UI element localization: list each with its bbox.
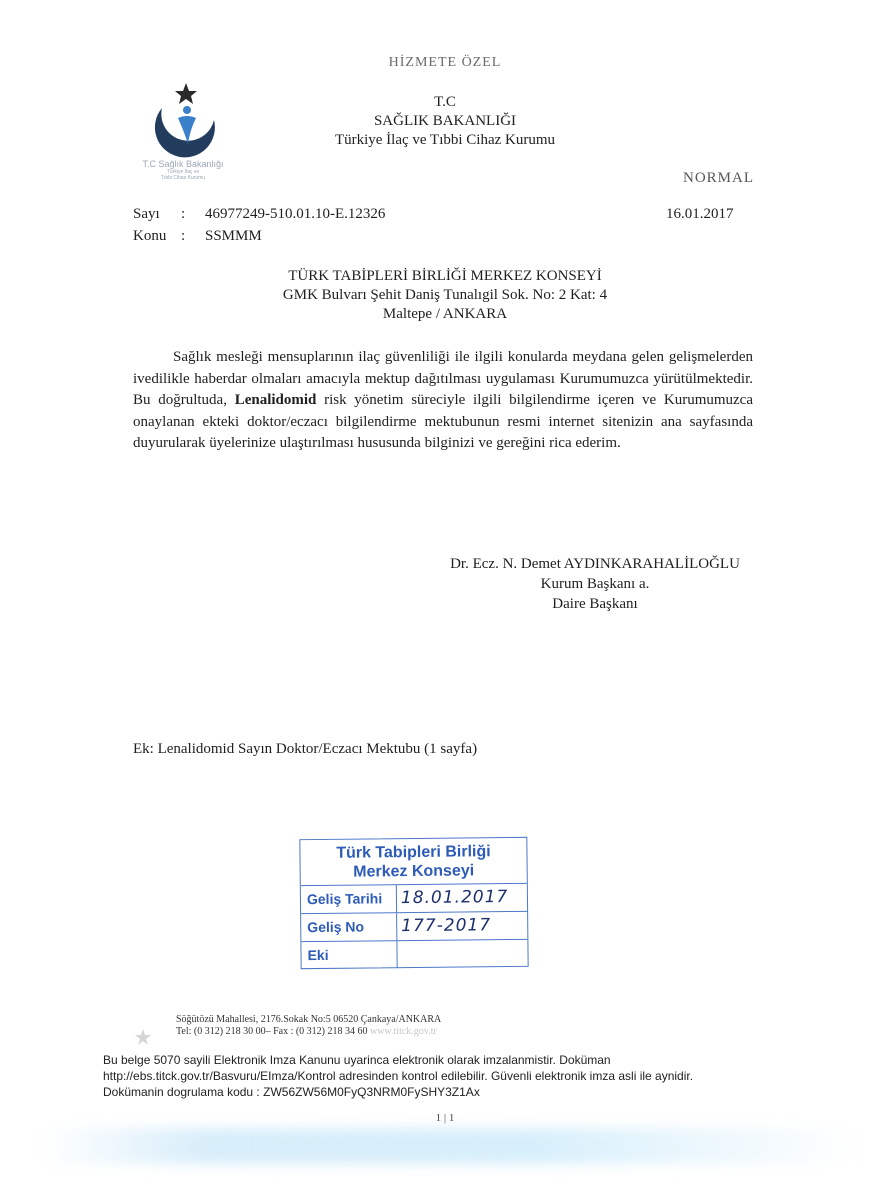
subject-label: Konu: [133, 228, 167, 244]
stamp-org-2: Merkez Konseyi: [353, 862, 475, 881]
stamp-date-row: [301, 884, 527, 914]
subject-row: [133, 228, 262, 245]
logo-text-sub1: Türkiye İlaç ve: [166, 169, 200, 175]
recipient-line-3: Maltepe / ANKARA: [382, 306, 508, 322]
scan-artifact: [40, 1128, 860, 1164]
confidential-mark: HİZMETE ÖZEL: [388, 55, 502, 70]
stamp-attach-label: Eki: [301, 941, 397, 969]
body-part-2: risk yönetim süreciyle ilgili bilgilendirme içeren ve Kurumumuzca onaylanan ekteki doktor/eczacı bilgilendirme mektubunun resmi internet sitenizin ana sayfasında duyurularak üyelerinize ulaştırılması hususunda bilginizi ve gereğini rica ederim.: [133, 392, 753, 452]
stamp-attach-value: [397, 940, 527, 968]
verify-label: Dokümanin dogrulama kodu :: [103, 1085, 260, 1099]
stamp-no-label: Geliş No: [301, 913, 397, 941]
stamp-no-row: [301, 912, 527, 942]
body-part-1: Sağlık mesleği mensuplarının ilaç güvenliliği ile ilgili konularda meydana gelen gelişmelerden ivedilikle haberdar olmaları amacıyla mektup dağıtılması uygulaması Kurumumuzca yürütülmektedir. Bu doğrultuda,: [133, 349, 753, 409]
esign-line-2: http://ebs.titck.gov.tr/Basvuru/EImza/Kontrol adresinden kontrol edilebilir. Güvenli elektronik imza asli ile aynidir.: [103, 1069, 694, 1083]
body-drug-name: Lenalidomid: [234, 392, 317, 409]
signatory-title-1: Kurum Başkanı a.: [540, 576, 650, 592]
priority-label: NORMAL: [683, 170, 755, 186]
footer-star-icon: [134, 1028, 152, 1046]
esign-line-1: Bu belge 5070 sayili Elektronik Imza Kanunu uyarinca elektronik olarak imzalanmistir. Doküman: [103, 1053, 611, 1067]
stamp-date-value: 18.01.2017: [400, 887, 509, 909]
signatory-title-2: Daire Başkanı: [552, 596, 638, 612]
receipt-stamp: [299, 837, 528, 969]
signatory-name: Dr. Ecz. N. Demet AYDINKARAHALİLOĞLU: [450, 556, 740, 572]
stamp-date-label: Geliş Tarihi: [301, 885, 397, 913]
document-date: 16.01.2017: [666, 206, 734, 222]
logo-text-sub2: Tıbbi Cihaz Kurumu: [160, 175, 206, 181]
stamp-no-value: 177-2017: [401, 915, 492, 937]
signature-block: [430, 554, 760, 614]
header-country: T.C: [434, 94, 456, 110]
subject-value: SSMMM: [205, 228, 262, 244]
number-row: [133, 206, 385, 223]
footer-web: www.titck.gov.tr: [370, 1026, 437, 1037]
number-label: Sayı: [133, 206, 160, 222]
verify-row: [103, 1084, 783, 1100]
recipient-line-1: TÜRK TABİPLERİ BİRLİĞİ MERKEZ KONSEYİ: [288, 268, 602, 284]
stamp-attach-row: [301, 940, 527, 969]
esign-notice: [103, 1052, 783, 1100]
header-agency: Türkiye İlaç ve Tıbbi Cihaz Kurumu: [334, 132, 556, 148]
number-colon: :: [181, 206, 186, 222]
recipient-line-2: GMK Bulvarı Şehit Daniş Tunalıgil Sok. No: 2 Kat: 4: [282, 287, 608, 303]
attachment-line: Ek: Lenalidomid Sayın Doktor/Eczacı Mektubu (1 sayfa): [133, 741, 478, 757]
logo-text-main: T.C Sağlık Bakanlığı: [142, 159, 224, 169]
header-ministry: SAĞLIK BAKANLIĞI: [373, 113, 517, 129]
footer-address: Söğütözü Mahallesi, 2176.Sokak No:5 06520 Çankaya/ANKARA: [176, 1014, 442, 1025]
verify-code: ZW56ZW56M0FyQ3NRM0FySHY3Z1Ax: [263, 1085, 480, 1099]
number-value: 46977249-510.01.10-E.12326: [205, 206, 386, 222]
footer-contact: [176, 1026, 437, 1037]
stamp-header: [300, 838, 526, 886]
subject-colon: :: [181, 228, 186, 244]
stamp-org-1: Türk Tabipleri Birliği: [336, 843, 491, 862]
footer-phone: Tel: (0 312) 218 30 00– Fax : (0 312) 218 34 60: [176, 1026, 368, 1037]
logo-text: [118, 159, 248, 181]
page-number: 1 | 1: [435, 1112, 455, 1124]
letter-body: [133, 347, 753, 455]
